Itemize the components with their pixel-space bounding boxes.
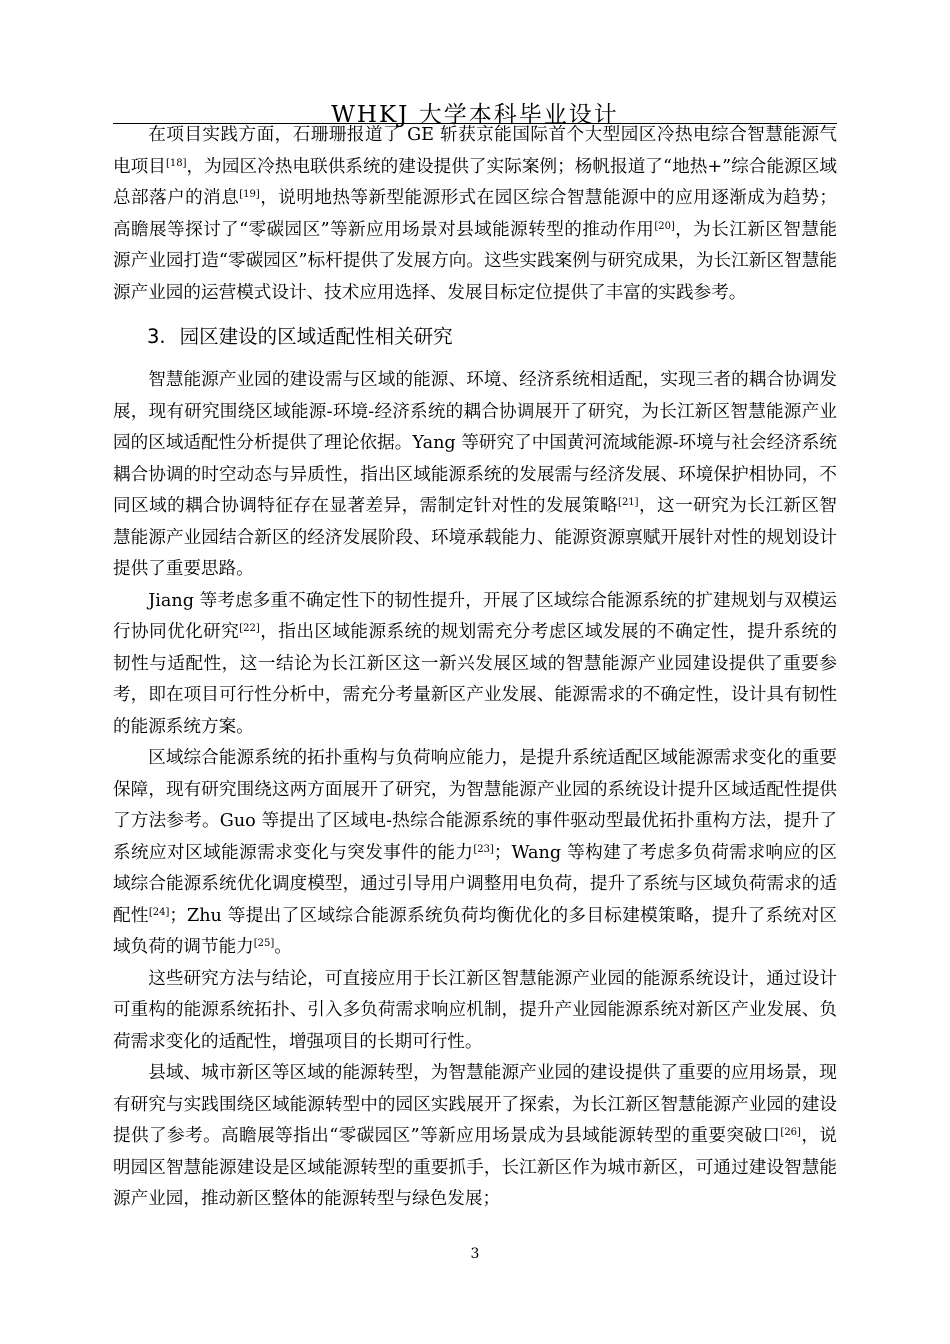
text-run: ，这一研究为长江新区智慧能源产业园结合新区的经济发展阶段、环境承载能力、能源资源禀赋开展针对性的规划设计提供了重要思路。 <box>113 496 837 579</box>
text-run: Jiang 等考虑多重不确定性下的韧性提升，开展了区域综合能源系统的扩建规划与双模运行协同优化研究 <box>113 590 837 642</box>
text-run: 智慧能源产业园的建设需与区域的能源、环境、经济系统相适配，实现三者的耦合协调发展，现有研究围绕区域能源-环境-经济系统的耦合协调展开了研究，为长江新区智慧能源产业园的区域适配性分析提供了理论依据。Yang 等研究了中国黄河流域能源-环境与社会经济系统耦合协调的时空动态与异质性，指出区域能源系统的发展需与经济发展、环境保护相协同，不同区域的耦合协调特征存在显著差异，需制定针对性的发展策略 <box>113 370 837 516</box>
text-run: 。 <box>274 937 292 957</box>
citation-ref: [19] <box>239 189 260 200</box>
section-number: 3. <box>147 325 166 348</box>
text-run: ，说明园区智慧能源建设是区域能源转型的重要抓手，长江新区作为城市新区，可通过建设智慧能源产业园，推动新区整体的能源转型与绿色发展； <box>113 1126 837 1209</box>
text-run: ，指出区域能源系统的规划需充分考虑区域发展的不确定性，提升系统的韧性与适配性，这一结论为长江新区这一新兴发展区域的智慧能源产业园建设提供了重要参考，即在项目可行性分析中，需充分考量新区产业发展、能源需求的不确定性，设计具有韧性的能源系统方案。 <box>113 622 837 737</box>
text-run: ，为长江新区智慧能源产业园打造“零碳园区”标杆提供了发展方向。这些实践案例与研究成果，为长江新区智慧能源产业园的运营模式设计、技术应用选择、发展目标定位提供了丰富的实践参考。 <box>113 219 837 303</box>
text-run: ，为园区冷热电联供系统的建设提供了实际案例；杨帆报道了“地热+”综合能源区域总部落户的消息 <box>113 156 837 208</box>
citation-ref: [21] <box>618 497 639 508</box>
citation-ref: [24] <box>148 906 170 918</box>
citation-ref: [26] <box>780 1127 801 1138</box>
text-run: 县域、城市新区等区域的能源转型，为智慧能源产业园的建设提供了重要的应用场景，现有研究与实践围绕区域能源转型中的园区实践展开了探索，为长江新区智慧能源产业园的建设提供了参考。高瞻展等指出“零碳园区”等新应用场景成为县域能源转型的重要突破口 <box>113 1063 837 1146</box>
document-body <box>113 120 837 1216</box>
text-run: 区域综合能源系统的拓扑重构与负荷响应能力，是提升系统适配区域能源需求变化的重要保障，现有研究围绕这两方面展开了研究，为智慧能源产业园的系统设计提升区域适配性提供了方法参考。Guo 等提出了区域电-热综合能源系统的事件驱动型最优拓扑重构方法，提升了系统应对区域能源需求变化与突发事件的能力 <box>113 748 837 863</box>
section-title: 园区建设的区域适配性相关研究 <box>179 325 453 348</box>
text-run: 在项目实践方面，石珊珊报道了 GE 斩获京能国际首个大型园区冷热电综合智慧能源气电项目 <box>113 125 837 177</box>
citation-ref: [22] <box>239 623 260 634</box>
paragraph <box>113 964 837 1059</box>
page-header: WHKJ 大学本科毕业设计 <box>331 102 619 128</box>
paragraph <box>113 586 837 744</box>
section-heading <box>147 317 837 357</box>
paragraph <box>113 1058 837 1216</box>
text-run: ；Wang 等构建了考虑多负荷需求响应的区域综合能源系统优化调度模型，通过引导用户调整用电负荷，提升了系统与区域负荷需求的适配性 <box>113 842 837 926</box>
citation-ref: [18] <box>165 157 187 169</box>
text-run: ，说明地热等新型能源形式在园区综合智慧能源中的应用逐渐成为趋势；高瞻展等探讨了“零碳园区”等新应用场景对县域能源转型的推动作用 <box>113 188 837 240</box>
paragraph <box>113 743 837 964</box>
citation-ref: [23] <box>473 843 494 855</box>
citation-ref: [20] <box>654 220 675 232</box>
paragraph <box>113 365 837 586</box>
citation-ref: [25] <box>253 938 275 949</box>
text-run: 这些研究方法与结论，可直接应用于长江新区智慧能源产业园的能源系统设计，通过设计可重构的能源系统拓扑、引入多负荷需求响应机制，提升产业园能源系统对新区产业发展、负荷需求变化的适配性，增强项目的长期可行性。 <box>113 968 837 1052</box>
paragraph <box>113 120 837 309</box>
page-number: 3 <box>470 1246 480 1262</box>
text-run: ；Zhu 等提出了区域综合能源系统负荷均衡优化的多目标建模策略，提升了系统对区域负荷的调节能力 <box>113 905 837 957</box>
